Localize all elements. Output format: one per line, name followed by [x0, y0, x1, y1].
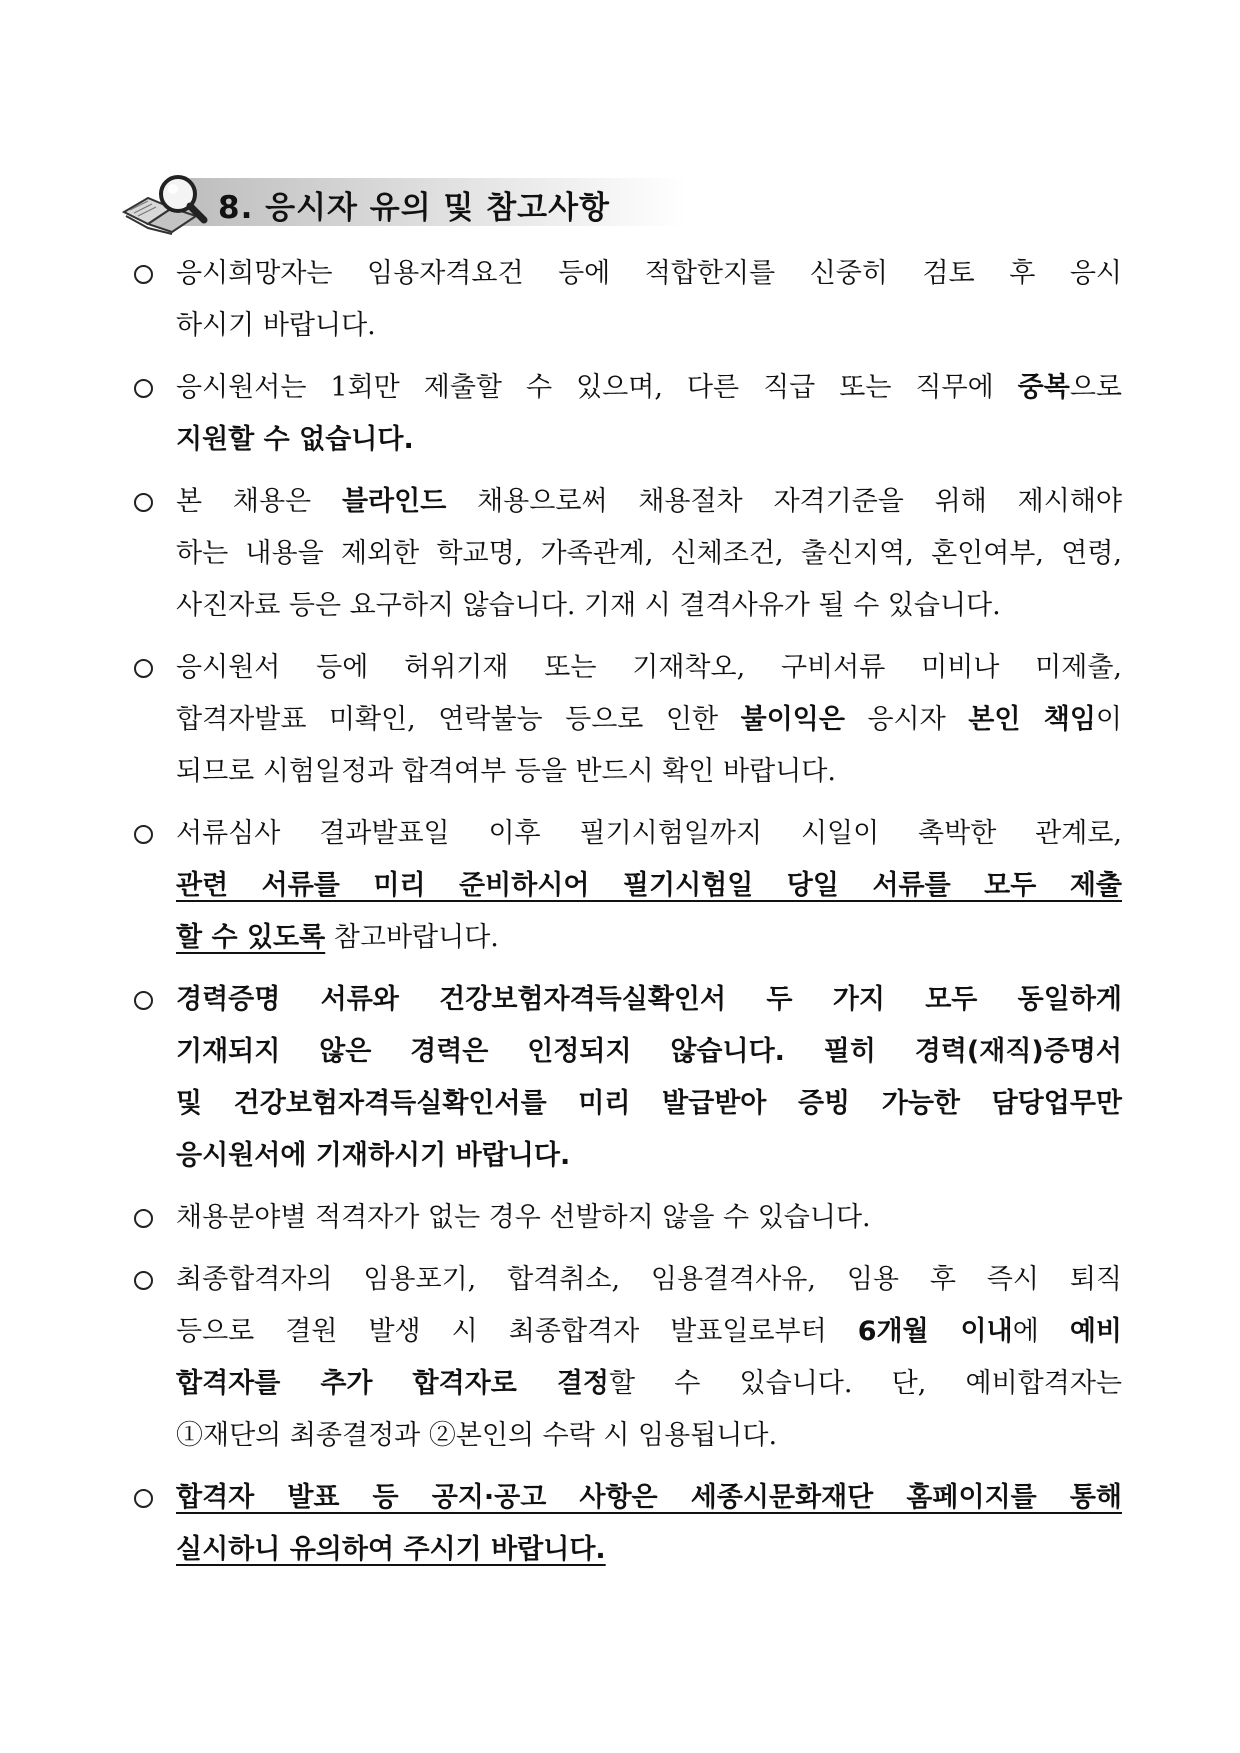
- emphasis-text: 불이익은: [740, 704, 845, 735]
- note-line: [176, 1192, 1122, 1244]
- note-line: [176, 808, 1122, 860]
- emphasis-text: 지원할 수 없습니다.: [176, 424, 414, 455]
- note-line: [176, 414, 1122, 466]
- note-text: 응시희망자는 임용자격요건 등에 적합한지를 신중히 검토 후 응시: [176, 258, 1122, 289]
- note-item: [132, 974, 1122, 1182]
- emphasis-text: 실시하니 유의하여 주시기 바랍니다.: [176, 1534, 606, 1565]
- note-text: 및 건강보험자격득실확인서를 미리 발급받아 증빙 가능한 담당업무만: [176, 1088, 1122, 1119]
- note-line: [176, 974, 1122, 1026]
- note-line: [176, 476, 1122, 528]
- emphasis-text: 중복: [1017, 372, 1070, 403]
- note-text: 에: [1012, 1316, 1070, 1347]
- emphasis-text: 관련 서류를 미리 준비하시어 필기시험일 당일 서류를 모두 제출: [176, 870, 1122, 901]
- note-text: 최종합격자의 임용포기, 합격취소, 임용결격사유, 임용 후 즉시 퇴직: [176, 1264, 1122, 1295]
- note-line: [176, 248, 1122, 300]
- note-item: [132, 808, 1122, 964]
- note-item: [132, 248, 1122, 352]
- note-line: [176, 860, 1122, 912]
- note-item: [132, 642, 1122, 798]
- circle-bullet-icon: [134, 659, 153, 678]
- note-text: 합격자발표 미확인, 연락불능 등으로 인한: [176, 704, 741, 735]
- note-line: [176, 642, 1122, 694]
- note-text: 등으로 결원 발생 시 최종합격자 발표일로부터: [176, 1316, 858, 1347]
- note-line: [176, 1306, 1122, 1358]
- circle-bullet-icon: [134, 379, 153, 398]
- note-line: [176, 362, 1122, 414]
- note-text: 이: [1095, 704, 1122, 735]
- note-line: [176, 1078, 1122, 1130]
- book-magnifier-icon: [118, 168, 228, 236]
- note-line: [176, 528, 1122, 580]
- note-item: [132, 1472, 1122, 1576]
- note-line: [176, 746, 1122, 798]
- note-line: [176, 694, 1122, 746]
- note-text: 할 수 있습니다. 단, 예비합격자는: [609, 1368, 1123, 1399]
- note-item: [132, 1192, 1122, 1244]
- note-text: ①재단의 최종결정과 ②본인의 수락 시 임용됩니다.: [176, 1420, 778, 1451]
- emphasis-text: 블라인드: [341, 486, 447, 517]
- circle-bullet-icon: [134, 991, 153, 1010]
- note-text: 경력증명 서류와 건강보험자격득실확인서 두 가지 모두 동일하게: [176, 984, 1122, 1015]
- note-text: 채용분야별 적격자가 없는 경우 선발하지 않을 수 있습니다.: [176, 1202, 871, 1233]
- emphasis-text: 합격자를 추가 합격자로 결정: [176, 1368, 610, 1399]
- circle-bullet-icon: [134, 825, 153, 844]
- note-item: [132, 1254, 1122, 1462]
- note-item: [132, 362, 1122, 466]
- emphasis-text: 합격자 발표 등 공지·공고 사항은 세종시문화재단 홈페이지를 통해: [176, 1482, 1122, 1513]
- emphasis-text: 6개월 이내: [857, 1316, 1013, 1347]
- note-text: 으로: [1069, 372, 1122, 403]
- note-item: [132, 476, 1122, 632]
- emphasis-text: 예비: [1069, 1316, 1123, 1347]
- note-line: [176, 1130, 1122, 1182]
- note-text: 본 채용은: [176, 486, 342, 517]
- note-text: 응시자: [844, 704, 969, 735]
- note-text: 참고바랍니다.: [325, 922, 499, 953]
- note-line: [176, 1254, 1122, 1306]
- note-text: 사진자료 등은 요구하지 않습니다. 기재 시 결격사유가 될 수 있습니다.: [176, 590, 1001, 621]
- section-header: [118, 168, 688, 236]
- note-line: [176, 1026, 1122, 1078]
- note-text: 응시원서 등에 허위기재 또는 기재착오, 구비서류 미비나 미제출,: [176, 652, 1122, 683]
- note-text: 채용으로써 채용절차 자격기준을 위해 제시해야: [446, 486, 1122, 517]
- note-line: [176, 300, 1122, 352]
- note-line: [176, 580, 1122, 632]
- note-line: [176, 1524, 1122, 1576]
- emphasis-text: 할 수 있도록: [176, 922, 326, 953]
- note-text: 하는 내용을 제외한 학교명, 가족관계, 신체조건, 출신지역, 혼인여부, 연령,: [176, 538, 1122, 569]
- notes-list: [132, 248, 1122, 1586]
- section-title: 8. 응시자 유의 및 참고사항: [218, 190, 610, 226]
- note-line: [176, 1472, 1122, 1524]
- emphasis-text: 본인 책임: [968, 704, 1096, 735]
- circle-bullet-icon: [134, 1271, 153, 1290]
- note-line: [176, 912, 1122, 964]
- note-line: [176, 1358, 1122, 1410]
- note-text: 되므로 시험일정과 합격여부 등을 반드시 확인 바랍니다.: [176, 756, 836, 787]
- note-text: 기재되지 않은 경력은 인정되지 않습니다. 필히 경력(재직)증명서: [176, 1036, 1122, 1067]
- circle-bullet-icon: [134, 493, 153, 512]
- circle-bullet-icon: [134, 265, 153, 284]
- note-text: 응시원서는 1회만 제출할 수 있으며, 다른 직급 또는 직무에: [176, 372, 1018, 403]
- circle-bullet-icon: [134, 1209, 153, 1228]
- note-line: [176, 1410, 1122, 1462]
- note-text: 응시원서에 기재하시기 바랍니다.: [176, 1140, 571, 1171]
- note-text: 하시기 바랍니다.: [176, 310, 376, 341]
- circle-bullet-icon: [134, 1489, 153, 1508]
- note-text: 서류심사 결과발표일 이후 필기시험일까지 시일이 촉박한 관계로,: [176, 818, 1122, 849]
